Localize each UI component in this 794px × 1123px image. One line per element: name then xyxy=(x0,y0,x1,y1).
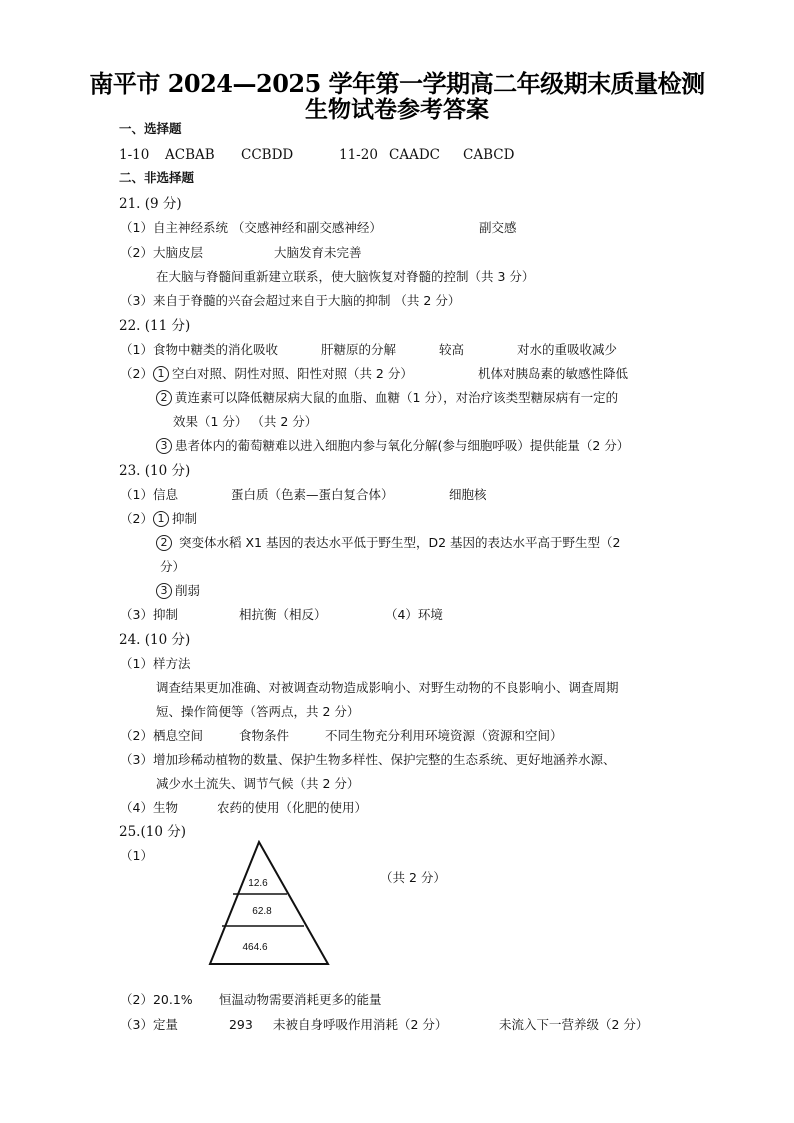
q22-part2-num: （2） xyxy=(120,366,153,381)
q24-part2-answer-a: 栖息空间 xyxy=(152,728,203,743)
q23-part1-num: （1） xyxy=(120,487,153,502)
q25-part2 xyxy=(120,991,381,1009)
q23-part4-num: （4） xyxy=(384,607,418,622)
page-title-line1: 南平市 2024—2025 学年第一学期高二年级期末质量检测 xyxy=(89,69,705,98)
q21-part2-answer-c: 在大脑与脊髓间重新建立联系，使大脑恢复对脊髓的控制（共 3 分） xyxy=(156,269,535,284)
section1-heading: 一、选择题 xyxy=(119,121,182,136)
q21-part3 xyxy=(120,292,460,310)
q24-part1-answer-a: 样方法 xyxy=(152,656,191,671)
circled-1-marker: 1 xyxy=(153,366,169,382)
pyramid-bottom-value: 464.6 xyxy=(242,942,268,953)
q24-part3 xyxy=(120,751,615,769)
q23-part3-num: （3） xyxy=(120,607,153,622)
q23-part2-answer-c: 分） xyxy=(160,559,186,574)
q21-part3-num: （3） xyxy=(120,293,153,308)
q23-part2-line1 xyxy=(120,510,197,528)
circled-3-marker: 3 xyxy=(156,438,172,454)
page-title-line2: 生物试卷参考答案 xyxy=(305,96,489,123)
q22-part1-answer-d: 对水的重吸收减少 xyxy=(516,342,617,357)
range-1-10: 1-10 xyxy=(119,147,150,163)
q22-part2-answer-c: 黄连素可以降低糖尿病大鼠的血脂、血糖（1 分），对治疗该类型糖尿病有一定的 xyxy=(175,390,619,405)
q24-part3-num: （3） xyxy=(120,752,153,767)
pyramid-top-value: 12.6 xyxy=(248,878,268,889)
q24-part4-answer-b: 农药的使用（化肥的使用） xyxy=(216,800,367,815)
q23-part1-answer-a: 信息 xyxy=(152,487,178,502)
q24-part4-answer-a: 生物 xyxy=(152,800,178,815)
q22-part2-answer-a: 空白对照、阴性对照、阳性对照（共 2 分） xyxy=(171,366,413,381)
q22-part1-answer-b: 肝糖原的分解 xyxy=(320,342,396,357)
q24-part4 xyxy=(120,799,367,817)
q25-part3 xyxy=(120,1016,648,1034)
q21-part3-answer: 来自于脊髓的兴奋会超过来自于大脑的抑制 （共 2 分） xyxy=(152,293,461,308)
q24-part1 xyxy=(120,655,190,673)
q25-part1-score: （共 2 分） xyxy=(380,870,446,885)
q23-part1 xyxy=(120,486,486,504)
q25-part3-answer-d: 未流入下一营养级（2 分） xyxy=(498,1017,649,1032)
q21-part2 xyxy=(120,244,361,262)
circled-1-marker: 1 xyxy=(153,511,169,527)
circled-2-marker: 2 xyxy=(156,535,172,551)
answers-11-15: CAADC xyxy=(389,147,440,163)
q23-part3-answer-a: 抑制 xyxy=(152,607,178,622)
q25-heading: 25.(10 分) xyxy=(119,824,186,840)
q22-part2-line2 xyxy=(156,389,618,407)
energy-pyramid-diagram xyxy=(207,840,331,968)
answers-16-20: CABCD xyxy=(463,147,515,163)
q24-part3-answer-b: 减少水土流失、调节气候（共 2 分） xyxy=(156,776,360,791)
q23-part2-line2 xyxy=(156,534,620,552)
q22-part1 xyxy=(120,341,617,359)
q21-part2-answer-b: 大脑发育未完善 xyxy=(273,245,362,260)
q22-part2-answer-d: 效果（1 分） （共 2 分） xyxy=(173,414,318,429)
q23-part4-answer: 环境 xyxy=(417,607,443,622)
q22-part1-num: （1） xyxy=(120,342,153,357)
pyramid-outline xyxy=(210,842,328,964)
circled-2-marker: 2 xyxy=(156,390,172,406)
q22-part2-line1 xyxy=(120,365,628,383)
q24-part2 xyxy=(120,727,562,745)
q22-part1-answer-c: 较高 xyxy=(438,342,464,357)
q22-heading: 22. (11 分) xyxy=(119,318,191,334)
q25-part2-num: （2） xyxy=(120,992,153,1007)
q21-part2-num: （2） xyxy=(120,245,153,260)
q22-part2-line4 xyxy=(156,437,629,455)
q21-part1-answer-a: 自主神经系统 （交感神经和副交感神经） xyxy=(152,220,382,235)
q24-part2-answer-b: 食物条件 xyxy=(238,728,289,743)
q23-part1-answer-b: 蛋白质（色素—蛋白复合体） xyxy=(230,487,394,502)
answers-6-10: CCBDD xyxy=(241,147,294,163)
answers-1-5: ACBAB xyxy=(165,147,215,163)
q21-heading: 21. (9 分) xyxy=(119,196,182,212)
q25-part3-answer-a: 定量 xyxy=(152,1017,178,1032)
q23-heading: 23. (10 分) xyxy=(119,463,191,479)
q23-part2-answer-d: 削弱 xyxy=(175,583,201,598)
circled-3-marker: 3 xyxy=(156,583,172,599)
q23-part2-answer-b: 突变体水稻 X1 基因的表达水平低于野生型，D2 基因的表达水平高于野生型（2 xyxy=(178,535,621,550)
q21-part1 xyxy=(120,219,516,237)
q25-part3-answer-b: 293 xyxy=(228,1017,253,1032)
q23-part2-line4 xyxy=(156,582,200,600)
q25-part2-answer-b: 恒温动物需要消耗更多的能量 xyxy=(218,992,382,1007)
section2-heading: 二、非选择题 xyxy=(119,170,195,185)
choice-answers-row xyxy=(119,146,514,164)
q22-part2-answer-b: 机体对胰岛素的敏感性降低 xyxy=(477,366,628,381)
q25-part3-answer-c: 未被自身呼吸作用消耗（2 分） xyxy=(272,1017,448,1032)
q24-part1-answer-c: 短、操作简便等（答两点，共 2 分） xyxy=(156,704,360,719)
q22-part1-answer-a: 食物中糖类的消化吸收 xyxy=(152,342,278,357)
q25-part1-num: （1） xyxy=(120,848,153,863)
q23-part3-4 xyxy=(120,606,443,624)
range-11-20: 11-20 xyxy=(339,147,378,163)
q24-part2-num: （2） xyxy=(120,728,153,743)
q21-part1-num: （1） xyxy=(120,220,153,235)
q23-part1-answer-c: 细胞核 xyxy=(448,487,487,502)
q24-heading: 24. (10 分) xyxy=(119,632,191,648)
q24-part4-num: （4） xyxy=(120,800,153,815)
q23-part3-answer-b: 相抗衡（相反） xyxy=(238,607,327,622)
q24-part2-answer-c: 不同生物充分利用环境资源（资源和空间） xyxy=(324,728,563,743)
q24-part1-num: （1） xyxy=(120,656,153,671)
q25-part3-num: （3） xyxy=(120,1017,153,1032)
q22-part2-answer-e: 患者体内的葡萄糖难以进入细胞内参与氧化分解(参与细胞呼吸）提供能量（2 分） xyxy=(175,438,630,453)
q23-part2-num: （2） xyxy=(120,511,153,526)
pyramid-middle-value: 62.8 xyxy=(252,906,272,917)
q24-part3-answer-a: 增加珍稀动植物的数量、保护生物多样性、保护完整的生态系统、更好地涵养水源、 xyxy=(152,752,616,767)
q23-part2-answer-a: 抑制 xyxy=(171,511,197,526)
q24-part1-answer-b: 调查结果更加准确、对被调查动物造成影响小、对野生动物的不良影响小、调查周期 xyxy=(156,680,619,695)
q25-part2-answer-a: 20.1% xyxy=(152,992,193,1007)
q21-part2-answer-a: 大脑皮层 xyxy=(152,245,203,260)
q21-part1-answer-b: 副交感 xyxy=(478,220,517,235)
